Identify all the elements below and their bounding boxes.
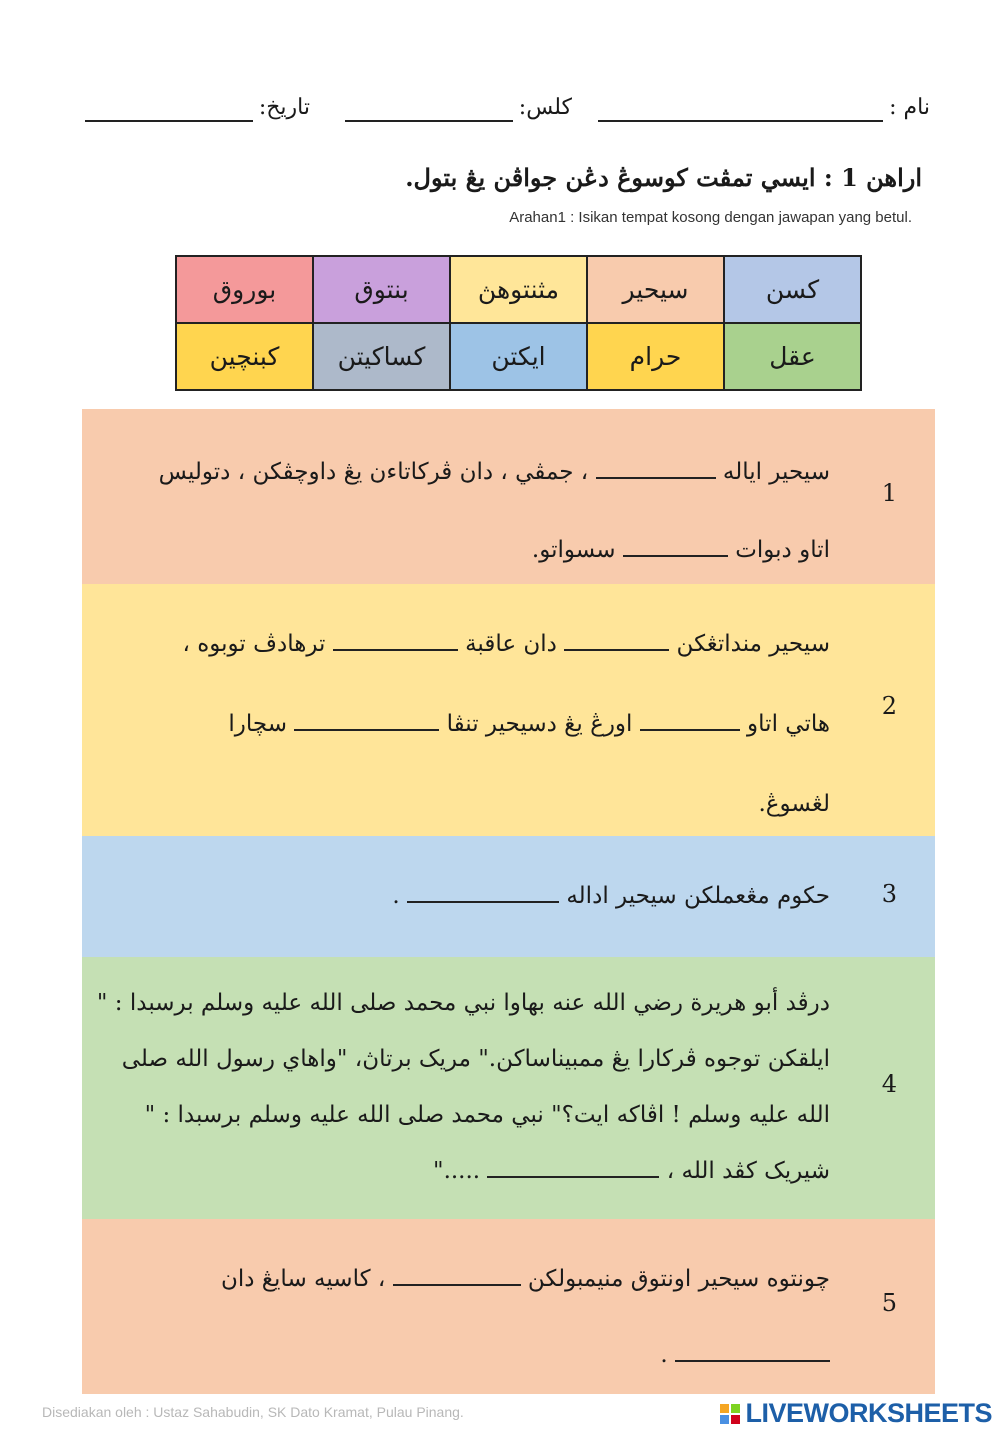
logo-square — [731, 1404, 740, 1413]
word-bank-cell[interactable]: كبنچين — [176, 323, 313, 390]
question-text-segment: لڠسوڠ. — [758, 791, 830, 817]
credit-text: Disediakan oleh : Ustaz Sahabudin, SK Dato Kramat, Pulau Pinang. — [42, 1404, 464, 1420]
word-bank-row — [176, 323, 861, 390]
date-field — [85, 82, 310, 122]
date-label: تاريخ: — [258, 95, 310, 120]
question-line — [102, 1087, 830, 1143]
word-bank-cell[interactable]: مثنتوهڽ — [450, 256, 587, 323]
logo-square — [731, 1415, 740, 1424]
question-text-segment: ترهادڤ توبوه ، — [182, 631, 333, 657]
word-bank-cell[interactable]: كساكيتن — [313, 323, 450, 390]
question-line — [102, 511, 830, 589]
word-bank-cell[interactable]: حرام — [587, 323, 724, 390]
question-text-segment: سيحير اياله — [715, 459, 830, 485]
answer-blank[interactable] — [407, 885, 559, 903]
instruction-jawi: اراهن 1 : ايسي تمڤت كوسوڠ دڠن جواڤن يڠ بتول. — [405, 163, 922, 192]
question-text — [102, 433, 830, 589]
question-number: 5 — [881, 1289, 897, 1317]
answer-blank[interactable] — [596, 461, 716, 479]
question-line — [102, 1241, 830, 1317]
answer-blank[interactable] — [623, 539, 728, 557]
question-text-segment: . — [660, 1342, 675, 1368]
word-bank-cell[interactable]: ايکتن — [450, 323, 587, 390]
answer-blank[interactable] — [675, 1344, 830, 1362]
question-text-segment: دان عاقبة — [457, 631, 565, 657]
question-text — [96, 975, 830, 1199]
question-line — [102, 872, 830, 920]
question-line — [102, 764, 830, 844]
question-block — [82, 836, 935, 957]
question-number: 1 — [881, 479, 897, 507]
class-label: کلس: — [518, 95, 572, 120]
question-block — [82, 957, 935, 1219]
question-text-segment: الله عليه وسلم ! اڤاكه ايت؟" نبي محمد صلى الله عليه وسلم برسبدا : " — [144, 1102, 830, 1128]
class-input-line[interactable] — [345, 100, 513, 122]
liveworksheets-logo-icon — [720, 1404, 740, 1424]
liveworksheets-brand[interactable] — [720, 1398, 992, 1429]
brand-text: LIVEWORKSHEETS — [745, 1398, 992, 1428]
instruction-rumi: Arahan1 : Isikan tempat kosong dengan jawapan yang betul. — [509, 209, 912, 226]
class-field — [345, 82, 572, 122]
word-bank-table — [175, 255, 862, 391]
answer-blank[interactable] — [640, 713, 740, 731]
question-line — [102, 1317, 830, 1393]
question-line — [102, 1143, 830, 1199]
question-block — [82, 1219, 935, 1394]
question-text-segment: ....." — [432, 1158, 488, 1184]
question-text-segment: اورڠ يڠ دسيحير تنڤا — [439, 711, 640, 737]
question-text-segment: سيحير منداتڠكن — [669, 631, 830, 657]
question-text-segment: سسواتو. — [531, 537, 623, 563]
question-number: 3 — [881, 880, 897, 908]
question-text-segment: درڤد أبو هريرة رضي الله عنه بهاوا نبي محمد صلى الله عليه وسلم برسبدا : " — [96, 990, 830, 1016]
question-line — [102, 684, 830, 764]
question-block — [82, 409, 935, 584]
question-number: 2 — [881, 692, 897, 720]
question-text-segment: چونتوه سيحير اونتوق منيمبولكن — [520, 1266, 830, 1292]
question-text-segment: حكوم مڠعملكن سيحير اداله — [559, 883, 830, 909]
question-line — [96, 975, 830, 1031]
name-label: نام : — [889, 95, 930, 120]
question-text — [102, 1241, 830, 1393]
date-input-line[interactable] — [85, 100, 253, 122]
answer-blank[interactable] — [564, 633, 669, 651]
question-text-segment: ، كاسيه سايڠ دان — [220, 1266, 393, 1292]
name-input-line[interactable] — [598, 100, 883, 122]
name-field — [598, 82, 930, 122]
word-bank-cell[interactable]: سيحير — [587, 256, 724, 323]
question-text-segment: . — [392, 883, 408, 909]
answer-blank[interactable] — [487, 1160, 659, 1178]
question-text-segment: هاتي اتاو — [739, 711, 830, 737]
word-bank-cell[interactable]: كسن — [724, 256, 861, 323]
logo-square — [720, 1415, 729, 1424]
word-bank-cell[interactable]: بوروق — [176, 256, 313, 323]
question-line — [102, 433, 830, 511]
question-text-segment: شيريک كڤد الله ، — [659, 1158, 830, 1184]
word-bank-cell[interactable]: عقل — [724, 323, 861, 390]
word-bank-cell[interactable]: بنتوق — [313, 256, 450, 323]
question-line — [102, 604, 830, 684]
word-bank-row — [176, 256, 861, 323]
answer-blank[interactable] — [393, 1268, 521, 1286]
question-text — [102, 872, 830, 920]
question-text-segment: ، جمڤي ، دان ڤركاتاءن يڠ داوچڤكن ، دتوليس — [158, 459, 596, 485]
question-line — [102, 1031, 830, 1087]
question-text-segment: سچارا — [228, 711, 295, 737]
answer-blank[interactable] — [333, 633, 458, 651]
logo-square — [720, 1404, 729, 1413]
answer-blank[interactable] — [294, 713, 439, 731]
question-text-segment: اتاو دبوات — [727, 537, 830, 563]
question-text — [102, 604, 830, 844]
question-number: 4 — [881, 1070, 897, 1098]
question-text-segment: ايلقكن توجوه ڤركارا يڠ ممبيناساكن." مريک برتاڽ، "واهاي رسول الله صلى — [121, 1046, 830, 1072]
question-block — [82, 584, 935, 836]
